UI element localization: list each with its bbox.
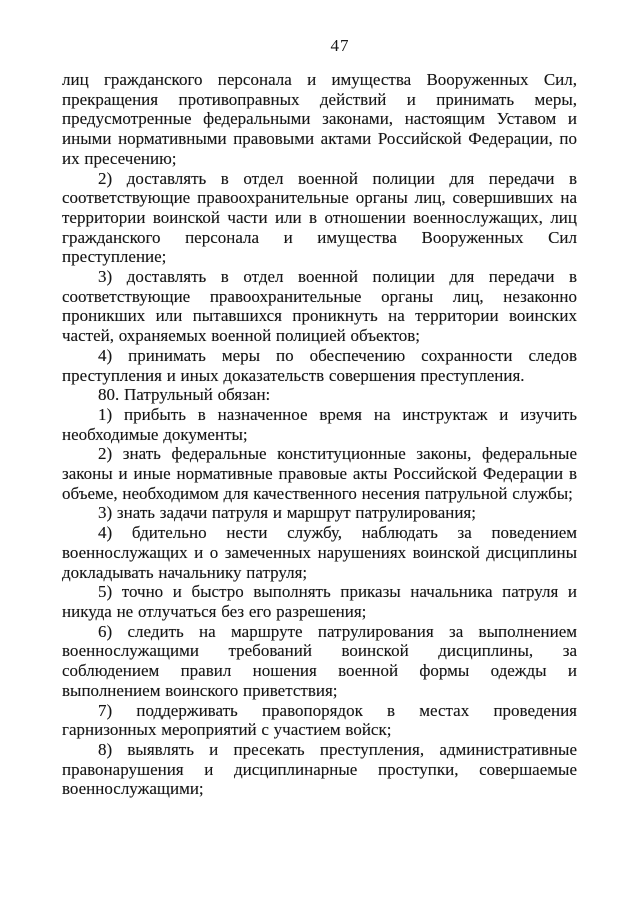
paragraph: 1) прибыть в назначенное время на инструктаж и изучить необходимые документы; [62,404,577,444]
paragraph: 3) доставлять в отдел военной полиции для передачи в соответствующие правоохранительные органы лиц, незаконно проникших или пытавшихся проникнуть на территории воинских частей, охраняемых военной полицией объектов; [62,267,577,346]
paragraph: 2) доставлять в отдел военной полиции для передачи в соответствующие правоохранительные органы лиц, совершивших на территории воинской части или в отношении военнослужащих, лиц гражданского персонала и имущества Вооруженных Сил преступление; [62,168,577,267]
paragraph: 7) поддерживать правопорядок в местах проведения гарнизонных мероприятий с участием войск; [62,700,577,740]
paragraph: лиц гражданского персонала и имущества Вооруженных Сил, прекращения противоправных действий и принимать меры, предусмотренные федеральными законами, настоящим Уставом и иными нормативными правовыми актами Российской Федерации, по их пресечению; [62,70,577,168]
paragraph: 5) точно и быстро выполнять приказы начальника патруля и никуда не отлучаться без его разрешения; [62,582,577,621]
paragraph: 6) следить на маршруте патрулирования за выполнением военнослужащими требований воинской дисциплины, за соблюдением правил ношения военной формы одежды и выполнением воинского приветствия; [62,621,577,700]
paragraph: 2) знать федеральные конституционные законы, федеральные законы и иные нормативные правовые акты Российской Федерации в объеме, необходимом для качественного несения патрульной службы; [62,444,577,503]
page-number: 47 [330,36,350,55]
paragraph: 80. Патрульный обязан: [98,385,271,405]
paragraph: 4) принимать меры по обеспечению сохранности следов преступления и иных доказательств совершения преступления. [62,345,577,385]
paragraph: 8) выявлять и пресекать преступления, административные правонарушения и дисциплинарные проступки, совершаемые военнослужащими; [62,739,577,799]
paragraph: 3) знать задачи патруля и маршрут патрулирования; [98,503,476,523]
document-body [62,70,577,799]
paragraph: 4) бдительно нести службу, наблюдать за поведением военнослужащих и о замеченных нарушениях воинской дисциплины докладывать начальнику патруля; [62,523,577,582]
